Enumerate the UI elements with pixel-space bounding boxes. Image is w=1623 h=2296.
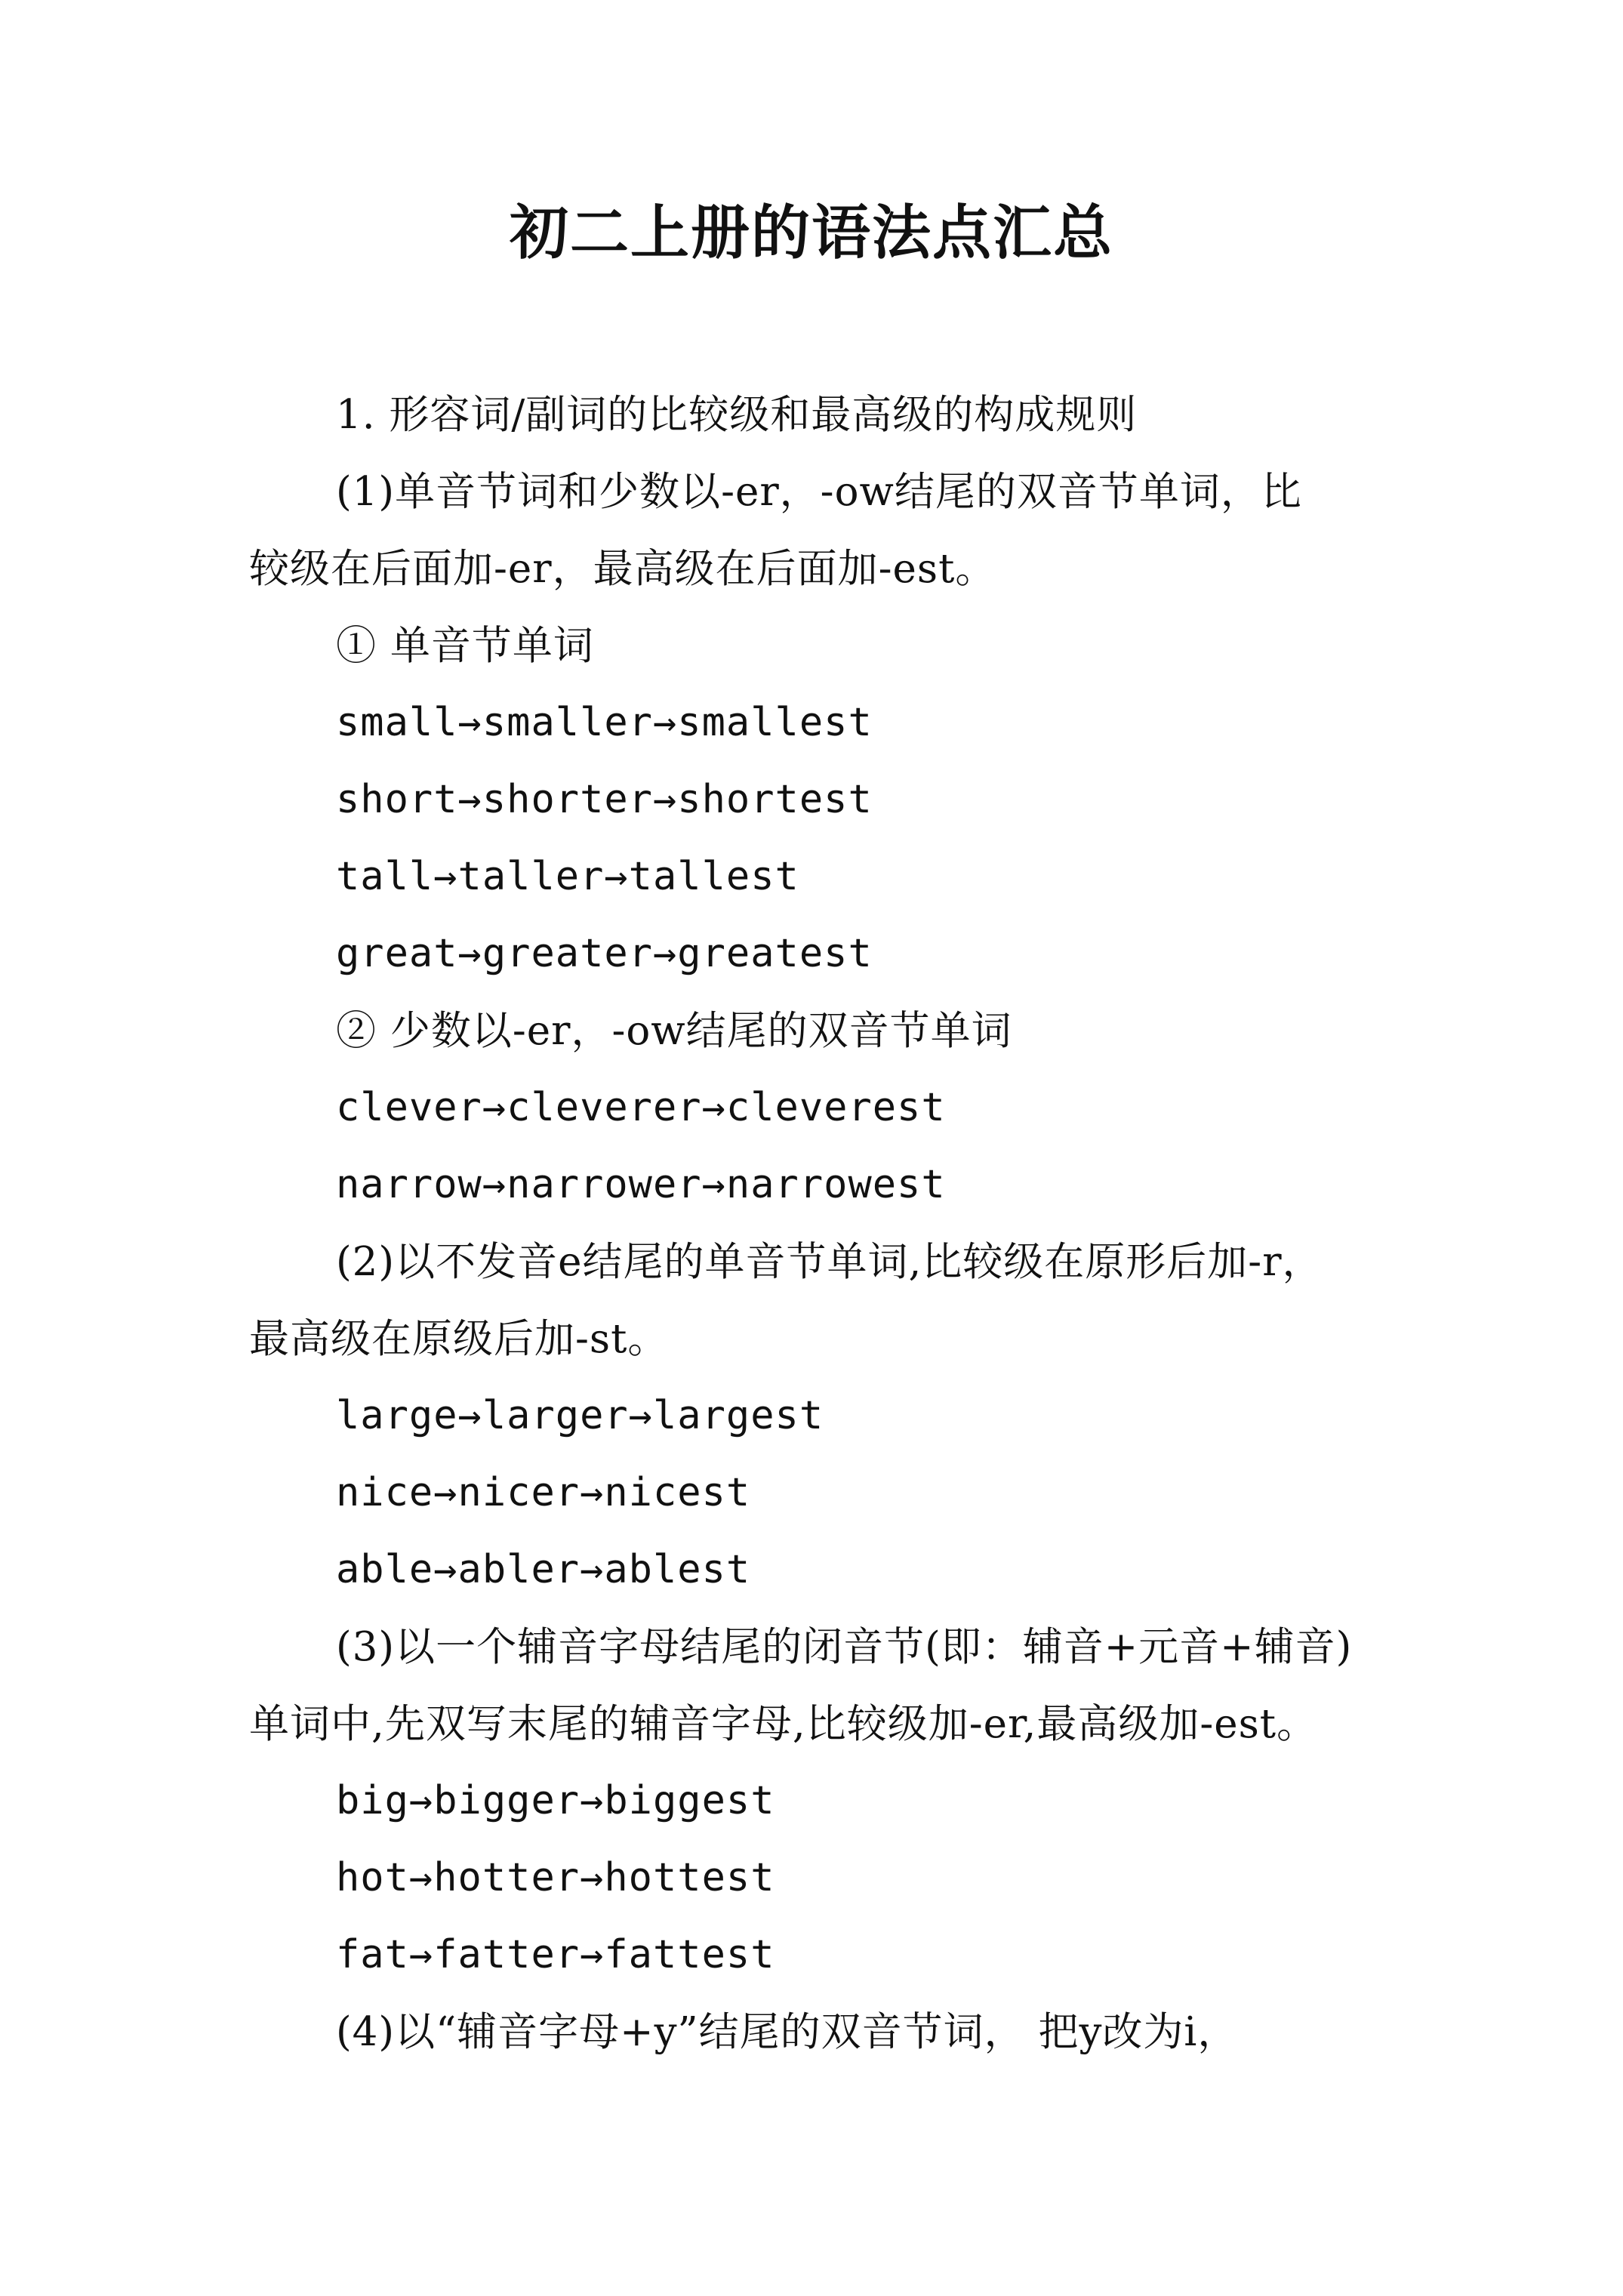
example-line: hot→hotter→hottest xyxy=(336,1855,775,1900)
example-line: nice→nicer→nicest xyxy=(336,1470,751,1515)
example-line: clever→cleverer→cleverest xyxy=(336,1085,946,1130)
example-line: short→shorter→shortest xyxy=(336,777,873,822)
rule-paragraph-2-continued: 最高级在原级后加-st。 xyxy=(249,1316,669,1362)
example-line: great→greater→greatest xyxy=(336,931,873,976)
section-heading: 1. 形容词/副词的比较级和最高级的构成规则 xyxy=(336,392,1138,438)
example-line: fat→fatter→fattest xyxy=(336,1932,775,1977)
example-line: small→smaller→smallest xyxy=(336,700,873,745)
rule-paragraph-3-continued: 单词中,先双写末尾的辅音字母,比较级加-er,最高级加-est。 xyxy=(249,1701,1318,1747)
rule-paragraph-1: (1)单音节词和少数以-er，-ow结尾的双音节单词，比 xyxy=(336,469,1302,515)
sub-heading-2: ② 少数以-er，-ow结尾的双音节单词 xyxy=(336,1008,1012,1054)
rule-paragraph-2: (2)以不发音e结尾的单音节单词,比较级在原形后加-r， xyxy=(336,1239,1323,1285)
example-line: large→larger→largest xyxy=(336,1393,824,1438)
example-line: big→bigger→biggest xyxy=(336,1778,775,1823)
document-title: 初二上册的语法点汇总 xyxy=(509,199,1113,267)
example-line: tall→taller→tallest xyxy=(336,854,799,899)
example-line: able→abler→ablest xyxy=(336,1547,751,1592)
sub-heading-1: ① 单音节单词 xyxy=(336,623,594,669)
rule-paragraph-4: (4)以“辅音字母+y”结尾的双音节词， 把y改为i， xyxy=(336,2009,1239,2055)
rule-paragraph-1-continued: 较级在后面加-er，最高级在后面加-est。 xyxy=(249,546,996,592)
rule-paragraph-3: (3)以一个辅音字母结尾的闭音节(即：辅音+元音+辅音) xyxy=(336,1624,1353,1670)
example-line: narrow→narrower→narrowest xyxy=(336,1162,946,1207)
